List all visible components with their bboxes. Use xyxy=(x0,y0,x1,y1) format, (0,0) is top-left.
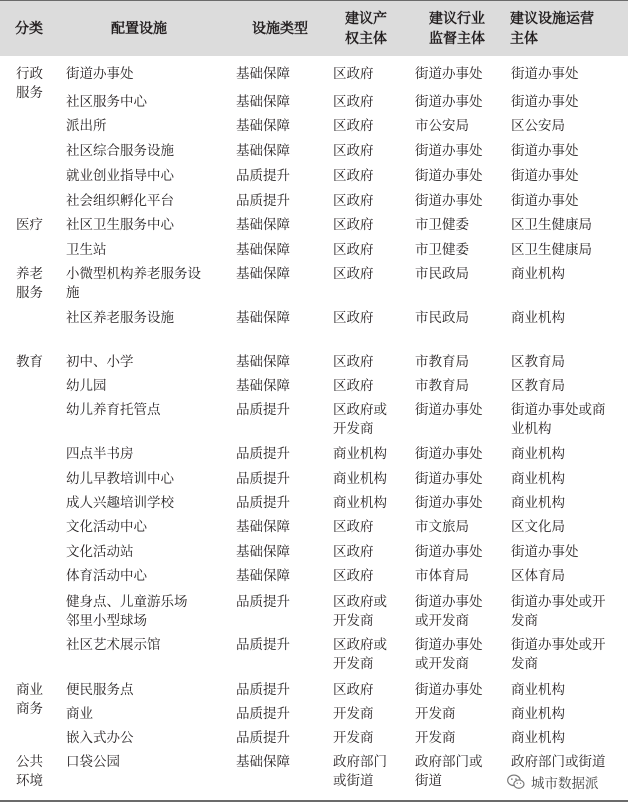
owner-cell: 开发商 xyxy=(333,656,374,672)
owner-cell: 商业机构 xyxy=(333,446,387,462)
supervisor-cell: 街道办事处 xyxy=(415,471,483,487)
owner-cell: 开发商 xyxy=(333,706,374,722)
operator-cell: 街道办事处或商 xyxy=(511,402,606,418)
type-cell: 品质提升 xyxy=(236,471,290,487)
type-cell: 品质提升 xyxy=(236,168,290,184)
type-cell: 基础保障 xyxy=(236,568,290,584)
owner-cell: 或街道 xyxy=(333,773,374,789)
type-cell: 品质提升 xyxy=(236,402,290,418)
header-facility xyxy=(64,1,214,57)
facility-cell: 健身点、儿童游乐场 xyxy=(66,594,188,610)
type-cell: 基础保障 xyxy=(236,354,290,370)
owner-cell: 区政府或 xyxy=(333,402,387,418)
header-owner-line: 建议产 xyxy=(345,11,387,27)
type-cell: 品质提升 xyxy=(236,637,290,653)
owner-cell: 区政府 xyxy=(333,682,374,698)
supervisor-cell: 街道办事处 xyxy=(415,495,483,511)
type-cell: 基础保障 xyxy=(236,310,290,326)
owner-cell: 开发商 xyxy=(333,421,374,437)
facility-cell: 四点半书房 xyxy=(66,446,134,462)
owner-cell: 区政府 xyxy=(333,354,374,370)
operator-cell: 区卫生健康局 xyxy=(511,242,592,258)
header-type xyxy=(234,1,326,57)
owner-cell: 开发商 xyxy=(333,613,374,629)
category-cell: 服务 xyxy=(16,85,43,101)
facility-cell: 社区卫生服务中心 xyxy=(66,217,174,233)
supervisor-cell: 街道办事处 xyxy=(415,446,483,462)
operator-cell: 商业机构 xyxy=(511,446,565,462)
operator-cell: 商业机构 xyxy=(511,471,565,487)
supervisor-cell: 街道办事处 xyxy=(415,544,483,560)
owner-cell: 开发商 xyxy=(333,730,374,746)
facility-cell: 初中、小学 xyxy=(66,354,134,370)
supervisor-cell: 开发商 xyxy=(415,706,456,722)
facility-cell: 幼儿早教培训中心 xyxy=(66,471,174,487)
operator-cell: 商业机构 xyxy=(511,730,565,746)
supervisor-cell: 或开发商 xyxy=(415,613,469,629)
type-cell: 基础保障 xyxy=(236,143,290,159)
supervisor-cell: 街道办事处 xyxy=(415,143,483,159)
operator-cell: 商业机构 xyxy=(511,310,565,326)
type-cell: 品质提升 xyxy=(236,594,290,610)
facility-cell: 施 xyxy=(66,285,80,301)
facility-cell: 社区综合服务设施 xyxy=(66,143,174,159)
owner-cell: 区政府 xyxy=(333,568,374,584)
type-cell: 基础保障 xyxy=(236,544,290,560)
supervisor-cell: 街道办事处 xyxy=(415,682,483,698)
owner-cell: 区政府 xyxy=(333,378,374,394)
owner-cell: 区政府 xyxy=(333,94,374,110)
owner-cell: 商业机构 xyxy=(333,471,387,487)
header-category xyxy=(6,1,52,57)
supervisor-cell: 街道办事处 xyxy=(415,637,483,653)
operator-cell: 街道办事处 xyxy=(511,544,579,560)
facility-cell: 派出所 xyxy=(66,118,107,134)
owner-cell: 区政府 xyxy=(333,193,374,209)
facility-cell: 便民服务点 xyxy=(66,682,134,698)
header-operator xyxy=(510,1,622,57)
facility-cell: 社区服务中心 xyxy=(66,94,147,110)
watermark-text: 城市数据派 xyxy=(531,776,599,792)
operator-cell: 街道办事处 xyxy=(511,94,579,110)
category-cell: 养老 xyxy=(16,266,43,282)
type-cell: 品质提升 xyxy=(236,706,290,722)
owner-cell: 区政府 xyxy=(333,544,374,560)
header-category-label: 分类 xyxy=(15,21,43,37)
category-cell: 教育 xyxy=(16,354,43,370)
facility-cell: 社区养老服务设施 xyxy=(66,310,174,326)
category-cell: 商务 xyxy=(16,701,43,717)
supervisor-cell: 市民政局 xyxy=(415,266,469,282)
owner-cell: 区政府 xyxy=(333,66,374,82)
type-cell: 基础保障 xyxy=(236,754,290,770)
operator-cell: 商业机构 xyxy=(511,682,565,698)
supervisor-cell: 政府部门或 xyxy=(415,754,483,770)
owner-cell: 区政府 xyxy=(333,217,374,233)
supervisor-cell: 开发商 xyxy=(415,730,456,746)
owner-cell: 政府部门 xyxy=(333,754,387,770)
operator-cell: 区卫生健康局 xyxy=(511,217,592,233)
header-operator-line: 主体 xyxy=(510,31,538,47)
type-cell: 基础保障 xyxy=(236,118,290,134)
type-cell: 品质提升 xyxy=(236,193,290,209)
wechat-icon xyxy=(506,772,526,792)
owner-cell: 区政府或 xyxy=(333,637,387,653)
facility-cell: 街道办事处 xyxy=(66,66,134,82)
supervisor-cell: 市卫健委 xyxy=(415,217,469,233)
header-owner-line: 权主体 xyxy=(345,31,387,47)
header-type-label: 设施类型 xyxy=(252,21,308,37)
category-cell: 公共 xyxy=(16,754,43,770)
type-cell: 基础保障 xyxy=(236,66,290,82)
supervisor-cell: 街道办事处 xyxy=(415,402,483,418)
facility-cell: 邻里小型球场 xyxy=(66,613,147,629)
facility-cell: 幼儿园 xyxy=(66,378,107,394)
type-cell: 基础保障 xyxy=(236,378,290,394)
type-cell: 品质提升 xyxy=(236,495,290,511)
header-supervisor-line: 建议行业 xyxy=(429,11,485,27)
table-bottom-rule xyxy=(0,800,628,802)
category-cell: 医疗 xyxy=(16,217,43,233)
facility-cell: 口袋公园 xyxy=(66,754,120,770)
type-cell: 基础保障 xyxy=(236,519,290,535)
facility-cell: 嵌入式办公 xyxy=(66,730,134,746)
header-operator-line: 建议设施运营 xyxy=(510,11,594,27)
facility-cell: 就业创业指导中心 xyxy=(66,168,174,184)
supervisor-cell: 街道办事处 xyxy=(415,193,483,209)
facility-cell: 幼儿养育托管点 xyxy=(66,402,161,418)
type-cell: 基础保障 xyxy=(236,242,290,258)
supervisor-cell: 市教育局 xyxy=(415,378,469,394)
supervisor-cell: 街道办事处 xyxy=(415,66,483,82)
supervisor-cell: 市公安局 xyxy=(415,118,469,134)
facility-cell: 体育活动中心 xyxy=(66,568,147,584)
facility-cell: 社会组织孵化平台 xyxy=(66,193,174,209)
operator-cell: 商业机构 xyxy=(511,706,565,722)
operator-cell: 区公安局 xyxy=(511,118,565,134)
facility-cell: 社区艺术展示馆 xyxy=(66,637,161,653)
category-cell: 环境 xyxy=(16,773,43,789)
operator-cell: 商业机构 xyxy=(511,266,565,282)
owner-cell: 区政府或 xyxy=(333,594,387,610)
owner-cell: 区政府 xyxy=(333,310,374,326)
supervisor-cell: 街道办事处 xyxy=(415,168,483,184)
operator-cell: 街道办事处 xyxy=(511,193,579,209)
supervisor-cell: 市教育局 xyxy=(415,354,469,370)
operator-cell: 街道办事处 xyxy=(511,168,579,184)
type-cell: 基础保障 xyxy=(236,94,290,110)
category-cell: 商业 xyxy=(16,682,43,698)
header-supervisor xyxy=(412,1,502,57)
operator-cell: 发商 xyxy=(511,613,538,629)
operator-cell: 街道办事处 xyxy=(511,143,579,159)
category-cell: 行政 xyxy=(16,66,43,82)
operator-cell: 区体育局 xyxy=(511,568,565,584)
operator-cell: 街道办事处或开 xyxy=(511,594,606,610)
facility-cell: 文化活动站 xyxy=(66,544,134,560)
type-cell: 基础保障 xyxy=(236,217,290,233)
supervisor-cell: 街道办事处 xyxy=(415,594,483,610)
type-cell: 基础保障 xyxy=(236,266,290,282)
supervisor-cell: 市民政局 xyxy=(415,310,469,326)
type-cell: 品质提升 xyxy=(236,730,290,746)
operator-cell: 街道办事处或开 xyxy=(511,637,606,653)
facility-cell: 小微型机构养老服务设 xyxy=(66,266,201,282)
supervisor-cell: 街道 xyxy=(415,773,442,789)
operator-cell: 街道办事处 xyxy=(511,66,579,82)
operator-cell: 区文化局 xyxy=(511,519,565,535)
supervisor-cell: 市文旅局 xyxy=(415,519,469,535)
category-cell: 服务 xyxy=(16,285,43,301)
operator-cell: 发商 xyxy=(511,656,538,672)
operator-cell: 业机构 xyxy=(511,421,552,437)
facility-cell: 成人兴趣培训学校 xyxy=(66,495,174,511)
owner-cell: 区政府 xyxy=(333,266,374,282)
header-owner xyxy=(330,1,402,57)
watermark xyxy=(506,770,599,794)
supervisor-cell: 街道办事处 xyxy=(415,94,483,110)
owner-cell: 区政府 xyxy=(333,242,374,258)
supervisor-cell: 或开发商 xyxy=(415,656,469,672)
table-header xyxy=(0,0,628,56)
type-cell: 品质提升 xyxy=(236,682,290,698)
header-facility-label: 配置设施 xyxy=(111,21,167,37)
owner-cell: 区政府 xyxy=(333,168,374,184)
operator-cell: 政府部门或街道 xyxy=(511,754,606,770)
operator-cell: 区教育局 xyxy=(511,354,565,370)
facility-cell: 卫生站 xyxy=(66,242,107,258)
owner-cell: 区政府 xyxy=(333,519,374,535)
supervisor-cell: 市卫健委 xyxy=(415,242,469,258)
supervisor-cell: 市体育局 xyxy=(415,568,469,584)
owner-cell: 区政府 xyxy=(333,118,374,134)
type-cell: 品质提升 xyxy=(236,446,290,462)
owner-cell: 商业机构 xyxy=(333,495,387,511)
operator-cell: 商业机构 xyxy=(511,495,565,511)
facility-cell: 文化活动中心 xyxy=(66,519,147,535)
header-supervisor-line: 监督主体 xyxy=(429,31,485,47)
operator-cell: 区教育局 xyxy=(511,378,565,394)
facility-cell: 商业 xyxy=(66,706,93,722)
owner-cell: 区政府 xyxy=(333,143,374,159)
